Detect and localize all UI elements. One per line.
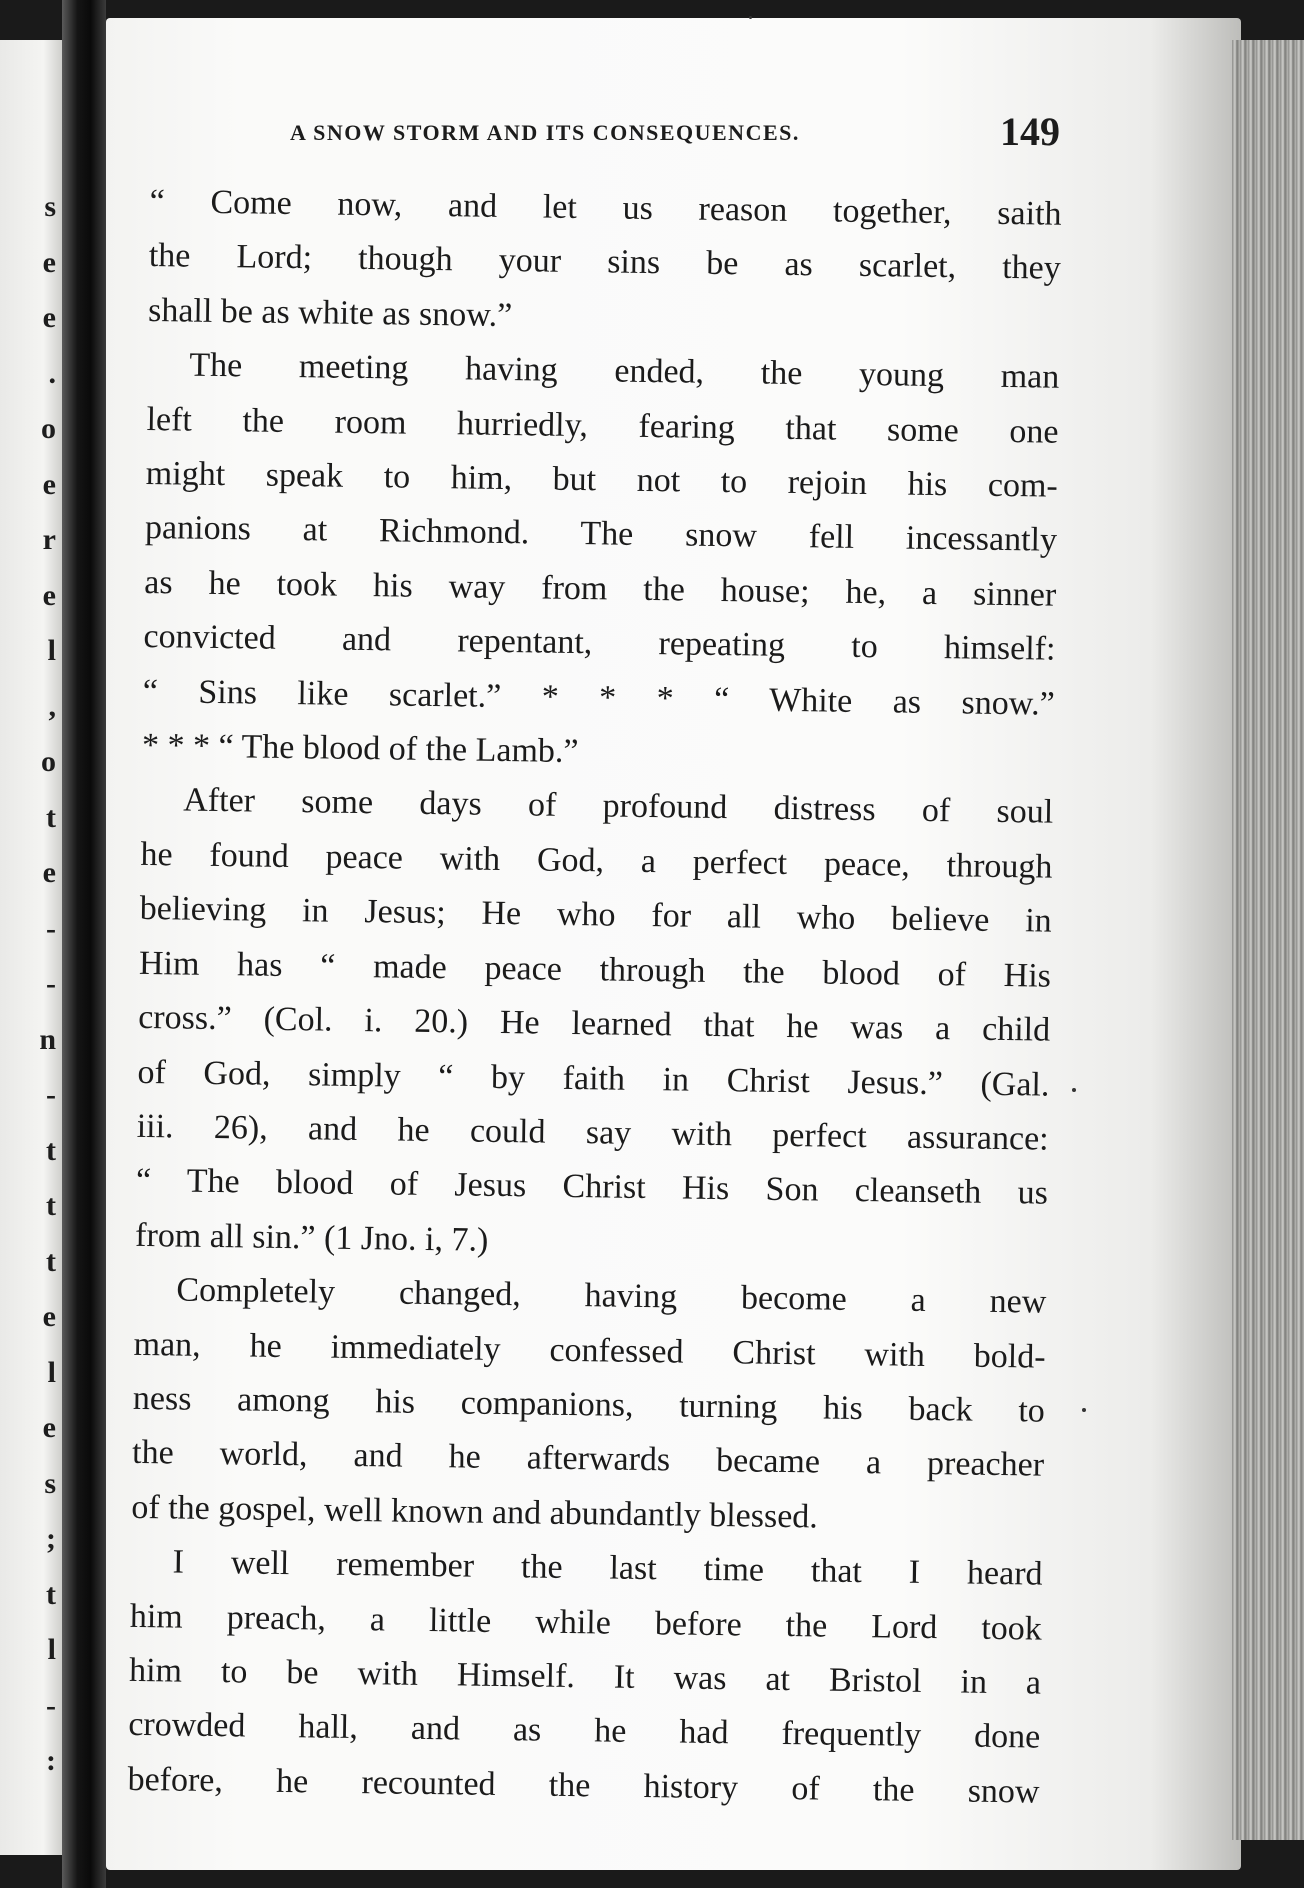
text-line: convicted and repentant, repeating to himself: xyxy=(143,618,1056,668)
text-line: After some days of profound distress of soul xyxy=(183,781,1054,832)
body-text xyxy=(127,175,1062,1820)
scan-speck xyxy=(1082,1408,1086,1412)
text-line: I well remember the last time that I heard xyxy=(172,1543,1043,1593)
text-line: he found peace with God, a perfect peace, through xyxy=(140,835,1053,886)
running-head xyxy=(290,108,1060,156)
text-line: iii. 26), and he could say with perfect assurance: xyxy=(136,1107,1049,1158)
text-line: crowded hall, and as he had frequently done xyxy=(128,1706,1041,1756)
facing-page-fragment: t xyxy=(46,1244,56,1278)
text-line: him preach, a little while before the Lord took xyxy=(129,1597,1043,1648)
facing-page-fragment: - xyxy=(46,911,56,945)
facing-page-fragment: o xyxy=(41,412,56,445)
running-head-title: A SNOW STORM AND ITS CONSEQUENCES. xyxy=(290,120,800,145)
facing-page-fragment: t xyxy=(46,1189,56,1222)
text-line: him to be with Himself. It was at Bristol in a xyxy=(128,1651,1042,1702)
text-line: panions at Richmond. The snow fell incessantly xyxy=(144,509,1058,560)
text-line: “ The blood of Jesus Christ His Son cleanseth us xyxy=(135,1162,1049,1212)
facing-page-fragment: o xyxy=(41,745,56,778)
text-line: of God, simply “ by faith in Christ Jesus.” (Gal. xyxy=(137,1053,1050,1104)
facing-page-edge xyxy=(0,40,62,1855)
text-line: of the gospel, well known and abundantly blessed. xyxy=(131,1488,819,1536)
facing-page-fragment: : xyxy=(46,1744,56,1777)
text-line: the Lord; though your sins be as scarlet, they xyxy=(148,237,1062,288)
facing-page-fragment: , xyxy=(48,689,56,723)
facing-page-fragment: s xyxy=(44,1466,56,1500)
text-line: shall be as white as snow.” xyxy=(147,291,513,334)
text-line: ness among his companions, turning his back to xyxy=(132,1379,1046,1430)
facing-page-fragment: t xyxy=(46,1577,56,1611)
page-block-edges xyxy=(1232,40,1304,1840)
text-line: the world, and he afterwards became a preacher xyxy=(131,1434,1045,1484)
facing-page-fragment: e xyxy=(42,856,56,889)
facing-page-fragment: e xyxy=(42,467,56,501)
facing-page-fragment: l xyxy=(47,1355,56,1389)
text-line: believing in Jesus; He who for all who believe in xyxy=(139,890,1052,940)
page-number: 149 xyxy=(1000,109,1060,154)
facing-page-fragment: ; xyxy=(46,1522,56,1555)
facing-page-fragment: - xyxy=(46,1688,56,1722)
facing-page-fragment: e xyxy=(42,578,56,612)
facing-page-fragment: l xyxy=(47,634,56,667)
scan-speck xyxy=(749,16,752,19)
text-line: * * * “ The blood of the Lamb.” xyxy=(141,727,579,771)
text-line: “ Come now, and let us reason together, saith xyxy=(149,182,1062,233)
text-line: left the room hurriedly, fearing that some one xyxy=(146,400,1059,451)
facing-page-fragment: e xyxy=(42,1300,56,1333)
text-line: as he took his way from the house; he, a sinner xyxy=(144,563,1057,614)
text-line: Him has “ made peace through the blood of His xyxy=(138,944,1052,995)
facing-page-fragment: . xyxy=(48,356,56,390)
facing-page-fragment: s xyxy=(44,190,56,223)
facing-page-fragment: r xyxy=(42,523,56,556)
text-line: cross.” (Col. i. 20.) He learned that he was a child xyxy=(137,999,1051,1049)
text-line: from all sin.” (1 Jno. i, 7.) xyxy=(134,1216,489,1259)
facing-page-fragment: e xyxy=(42,1411,56,1444)
facing-page-fragment: - xyxy=(46,967,56,1000)
scan-speck xyxy=(1072,1088,1076,1092)
text-line: “ Sins like scarlet.” * * * “ White as snow.” xyxy=(142,672,1055,723)
text-line: might speak to him, but not to rejoin his com- xyxy=(145,455,1059,505)
book-gutter xyxy=(62,0,106,1888)
text-line: Completely changed, having become a new xyxy=(176,1271,1047,1321)
facing-page-fragment: t xyxy=(46,1133,56,1167)
text-line: The meeting having ended, the young man xyxy=(189,346,1060,396)
facing-page-fragment: t xyxy=(46,800,56,834)
facing-page-fragment: n xyxy=(39,1022,56,1056)
facing-page-fragment: e xyxy=(42,301,56,334)
text-line: man, he immediately confessed Christ with bold- xyxy=(133,1325,1046,1376)
facing-page-fragment: e xyxy=(42,245,56,279)
facing-page-fragment: l xyxy=(47,1633,56,1666)
facing-page-fragment: - xyxy=(46,1078,56,1111)
text-line: before, he recounted the history of the snow xyxy=(127,1760,1040,1811)
